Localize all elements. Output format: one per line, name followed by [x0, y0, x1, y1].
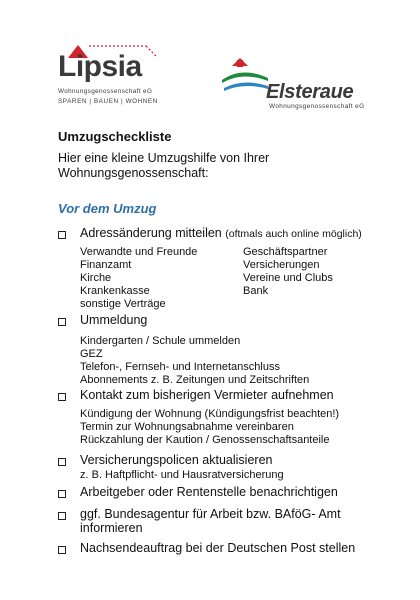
list-item: sonstige Verträge	[80, 298, 166, 310]
checklist-item-label: Versicherungspolicen aktualisieren	[80, 453, 273, 467]
checklist-item-label	[80, 507, 341, 535]
checklist-item-label: Arbeitgeber oder Rentenstelle benachrichtigen	[80, 485, 338, 499]
item-details	[80, 408, 339, 447]
list-item: Verwandte und Freunde	[80, 246, 198, 258]
detail-line: Telefon-, Fernseh- und Internetanschluss	[80, 361, 280, 373]
checkbox[interactable]	[58, 490, 66, 498]
section-heading: Vor dem Umzug	[58, 201, 157, 216]
item-details	[80, 469, 284, 482]
item-details	[80, 335, 309, 387]
lipsia-logo	[58, 40, 158, 110]
checkbox[interactable]	[58, 393, 66, 401]
list-item: Krankenkasse	[80, 285, 150, 297]
list-item: Geschäftspartner	[243, 246, 328, 258]
checklist-item-label	[80, 226, 362, 240]
detail-line: Kindergarten / Schule ummelden	[80, 335, 241, 347]
detail-line: z. B. Haftpflicht- und Hausratversicherung	[80, 469, 284, 481]
detail-line: Abonnements z. B. Zeitungen und Zeitschriften	[80, 374, 310, 386]
item-label-line: informieren	[80, 521, 143, 535]
list-item: Vereine und Clubs	[243, 272, 333, 284]
lipsia-logo-subtitle: Wohnungsgenossenschaft eG	[58, 88, 153, 95]
detail-line: Termin zur Wohnungsabnahme vereinbaren	[80, 421, 294, 433]
list-item: Versicherungen	[243, 259, 320, 271]
checklist-item-label: Nachsendeauftrag bei der Deutschen Post stellen	[80, 541, 356, 555]
checkbox[interactable]	[58, 512, 66, 520]
item-label-line: ggf. Bundesagentur für Arbeit bzw. BAföG- Amt	[80, 507, 341, 521]
item-note: (oftmals auch online möglich)	[225, 228, 362, 240]
checklist-item-label: Ummeldung	[80, 313, 148, 327]
elsteraue-logo-subtitle: Wohnungsgenossenschaft eG	[269, 103, 365, 110]
elsteraue-logo	[220, 58, 370, 118]
checkbox[interactable]	[58, 231, 66, 239]
page-title: Umzugscheckliste	[58, 129, 172, 144]
lipsia-logo-text: Lipsia	[58, 50, 142, 83]
intro-text: Hier eine kleine Umzugshilfe von Ihrer Wohnungsgenossenschaft:	[58, 151, 270, 180]
checkbox[interactable]	[58, 318, 66, 326]
contact-list-left	[80, 246, 197, 311]
detail-line: GEZ	[80, 348, 103, 360]
checkbox[interactable]	[58, 546, 66, 554]
list-item: Bank	[243, 285, 269, 297]
list-item: Finanzamt	[80, 259, 132, 271]
detail-line: Rückzahlung der Kaution / Genossenschaftsanteile	[80, 434, 330, 446]
item-label-text: Adressänderung mitteilen	[80, 226, 222, 240]
detail-line: Kündigung der Wohnung (Kündigungsfrist beachten!)	[80, 408, 340, 420]
contact-list-right	[243, 246, 333, 298]
lipsia-logo-tagline: SPAREN | BAUEN | WOHNEN	[58, 98, 158, 105]
elsteraue-logo-text: Elsteraue	[266, 81, 354, 103]
list-item: Kirche	[80, 272, 112, 284]
checklist-item-label: Kontakt zum bisherigen Vermieter aufnehmen	[80, 388, 334, 402]
checkbox[interactable]	[58, 458, 66, 466]
